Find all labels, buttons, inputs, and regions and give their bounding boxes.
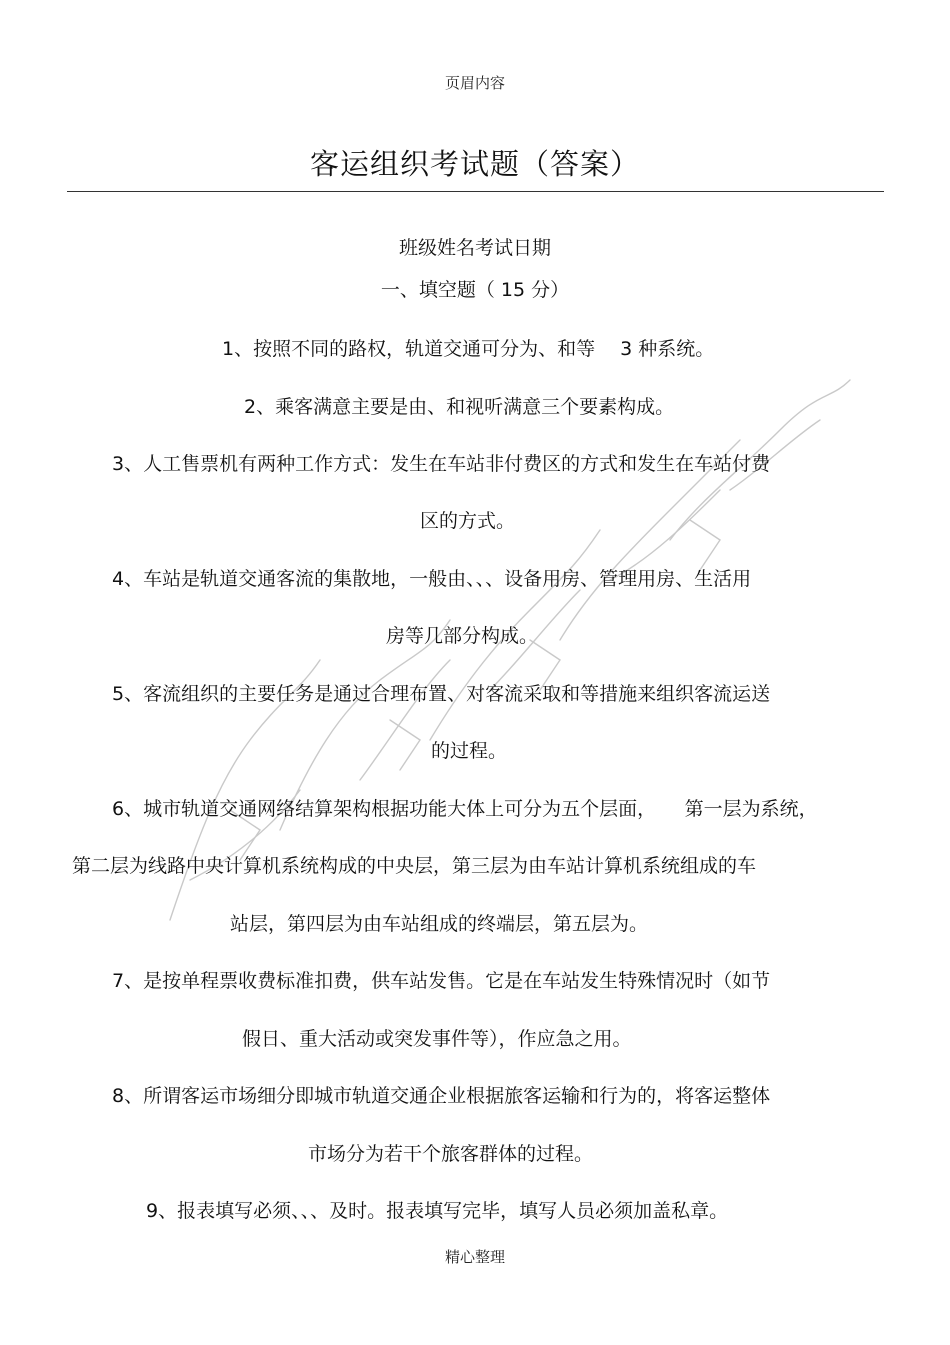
question-5-line-2: 的过程。 bbox=[431, 740, 508, 762]
question-1-line-1: 1、按照不同的路权，轨道交通可分为、和等 3 种系统。 bbox=[222, 338, 715, 360]
question-4-line-2: 房等几部分构成。 bbox=[386, 625, 539, 647]
title-divider bbox=[67, 191, 884, 192]
question-4-line-1: 4、车站是轨道交通客流的集散地，一般由、、、设备用房、管理用房、生活用 bbox=[112, 568, 752, 590]
page-header: 页眉内容 bbox=[444, 74, 505, 92]
page-title: 客运组织考试题（答案） bbox=[309, 147, 640, 181]
question-7-line-1: 7、是按单程票收费标准扣费，供车站发售。它是在车站发生特殊情况时（如节 bbox=[112, 970, 771, 992]
question-2-line-1: 2、乘客满意主要是由、和视听满意三个要素构成。 bbox=[244, 396, 675, 418]
question-3-line-1: 3、人工售票机有两种工作方式：发生在车站非付费区的方式和发生在车站付费 bbox=[112, 453, 771, 475]
question-9-line-1: 9、报表填写必须、、、及时。报表填写完毕，填写人员必须加盖私章。 bbox=[146, 1200, 729, 1222]
question-5-line-1: 5、客流组织的主要任务是通过合理布置、对客流采取和等措施来组织客流运送 bbox=[112, 683, 771, 705]
question-6-line-3: 站层，第四层为由车站组成的终端层，第五层为。 bbox=[230, 913, 649, 935]
section-heading: 一、填空题（ 15 分） bbox=[380, 279, 570, 301]
question-3-line-2: 区的方式。 bbox=[420, 510, 516, 532]
question-7-line-2: 假日、重大活动或突发事件等），作应急之用。 bbox=[242, 1028, 632, 1050]
question-6-line-2: 第二层为线路中央计算机系统构成的中央层，第三层为由车站计算机系统组成的车 bbox=[72, 855, 757, 877]
page-footer: 精心整理 bbox=[444, 1248, 505, 1266]
question-8-line-1: 8、所谓客运市场细分即城市轨道交通企业根据旅客运输和行为的，将客运整体 bbox=[112, 1085, 771, 1107]
question-6-line-1: 6、城市轨道交通网络结算架构根据功能大体上可分为五个层面， 第一层为系统， bbox=[112, 798, 818, 820]
exam-info-line: 班级姓名考试日期 bbox=[398, 237, 551, 259]
question-8-line-2: 市场分为若干个旅客群体的过程。 bbox=[308, 1143, 594, 1165]
